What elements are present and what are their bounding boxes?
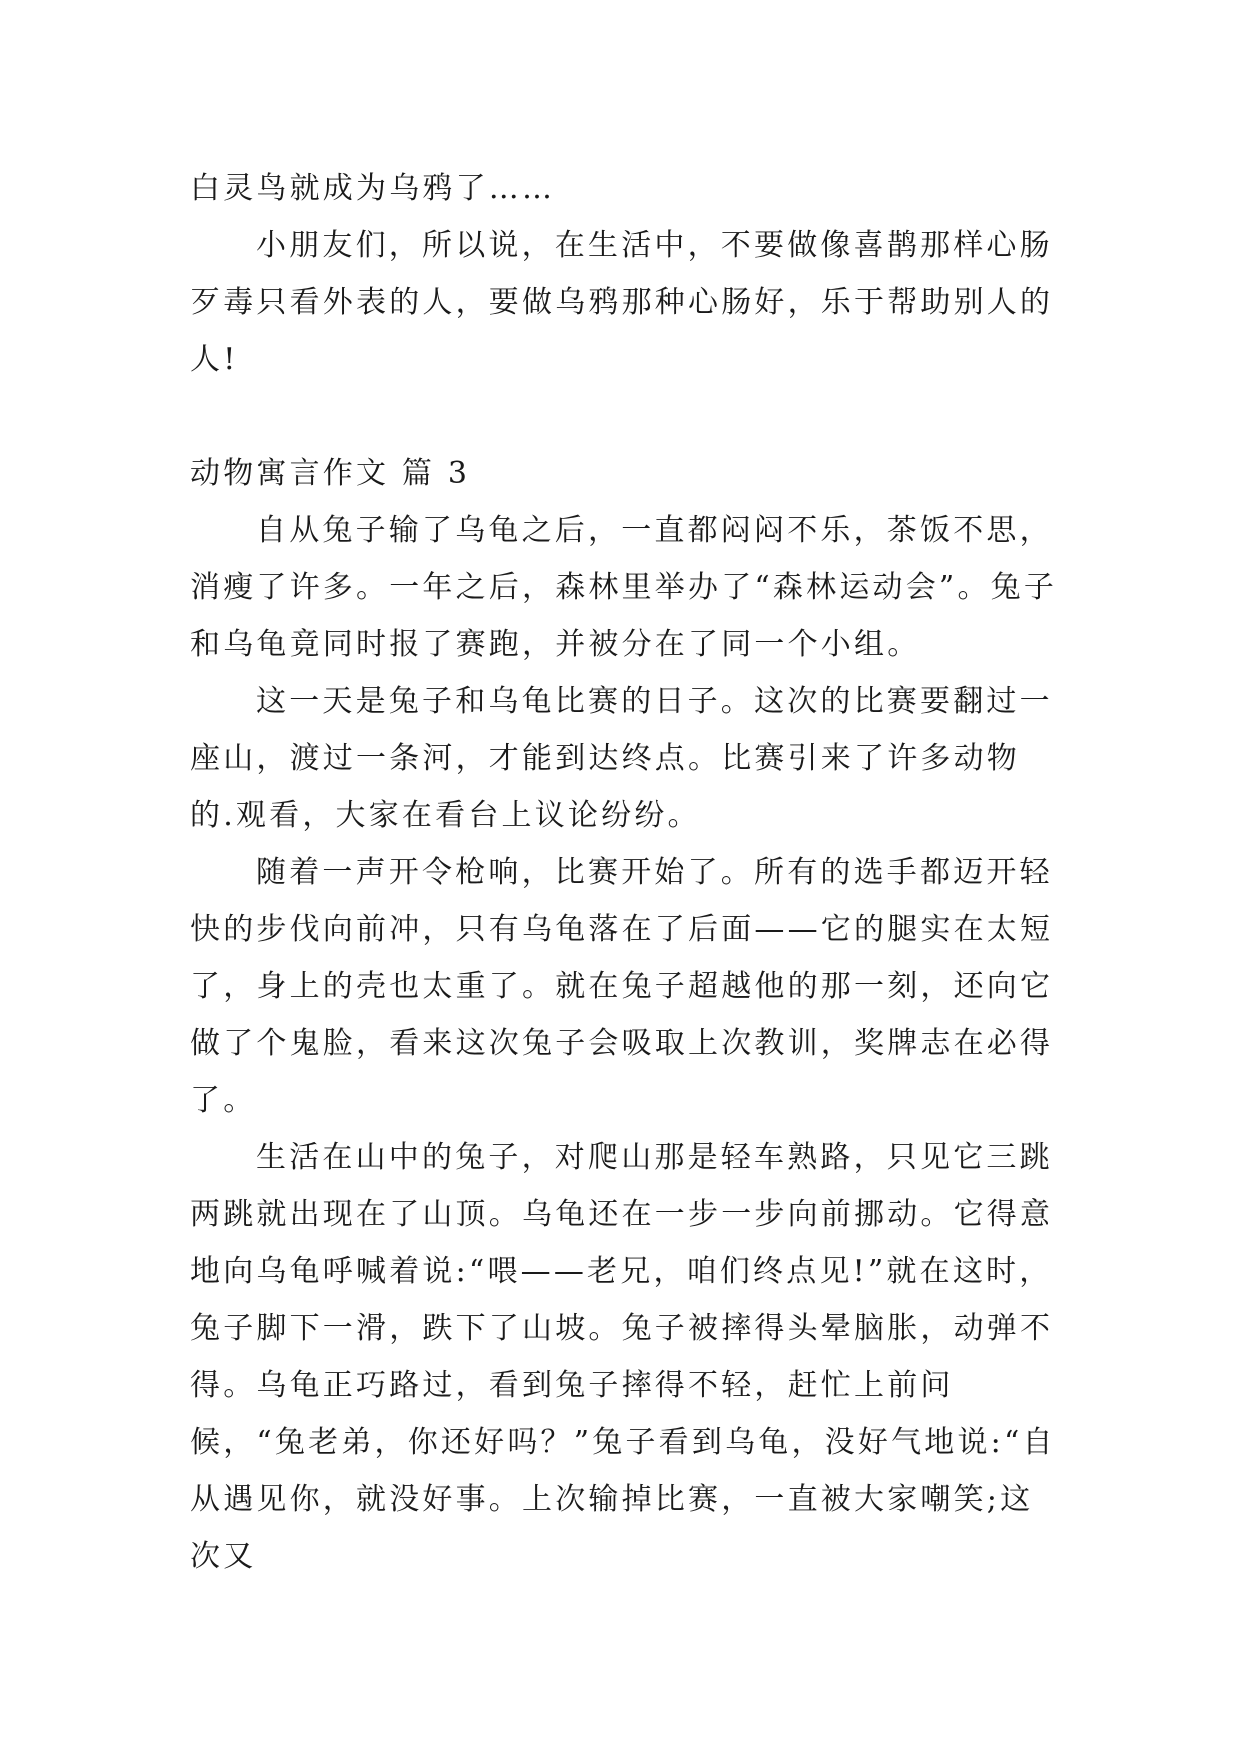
paragraph-4: 生活在山中的兔子，对爬山那是轻车熟路，只见它三跳两跳就出现在了山顶。乌龟还在一步一步向前挪动。它得意地向乌龟呼喊着说:“喂——老兄，咱们终点见!”就在这时，兔子脚下一滑，跌下了山坡。兔子被摔得头晕脑胀，动弹不得。乌龟正巧路过，看到兔子摔得不轻，赶忙上前问候，“兔老弟，你还好吗？”兔子看到乌龟，没好气地说:“自从遇见你，就没好事。上次输掉比赛，一直被大家嘲笑;这次又 — [190, 1140, 1056, 1574]
paragraph-3: 随着一声开令枪响，比赛开始了。所有的选手都迈开轻快的步伐向前冲，只有乌龟落在了后面——它的腿实在太短了，身上的壳也太重了。就在兔子超越他的那一刻，还向它做了个鬼脸，看来这次兔子会吸取上次教训，奖牌志在必得了。 — [190, 855, 1054, 1118]
paragraph-2: 这一天是兔子和乌龟比赛的日子。这次的比赛要翻过一座山，渡过一条河，才能到达终点。比赛引来了许多动物的.观看，大家在看台上议论纷纷。 — [190, 684, 1053, 833]
paragraph-moral: 小朋友们，所以说，在生活中，不要做像喜鹊那样心肠歹毒只看外表的人，要做乌鸦那种心肠好，乐于帮助别人的人! — [190, 228, 1054, 377]
section-title: 动物寓言作文 篇 3 — [190, 456, 471, 491]
paragraph-continued: 白灵鸟就成为乌鸦了…… — [190, 171, 556, 206]
paragraph-1: 自从兔子输了乌龟之后，一直都闷闷不乐，茶饭不思，消瘦了许多。一年之后，森林里举办了“森林运动会”。兔子和乌龟竟同时报了赛跑，并被分在了同一个小组。 — [190, 513, 1058, 662]
document-body — [190, 160, 1058, 1585]
